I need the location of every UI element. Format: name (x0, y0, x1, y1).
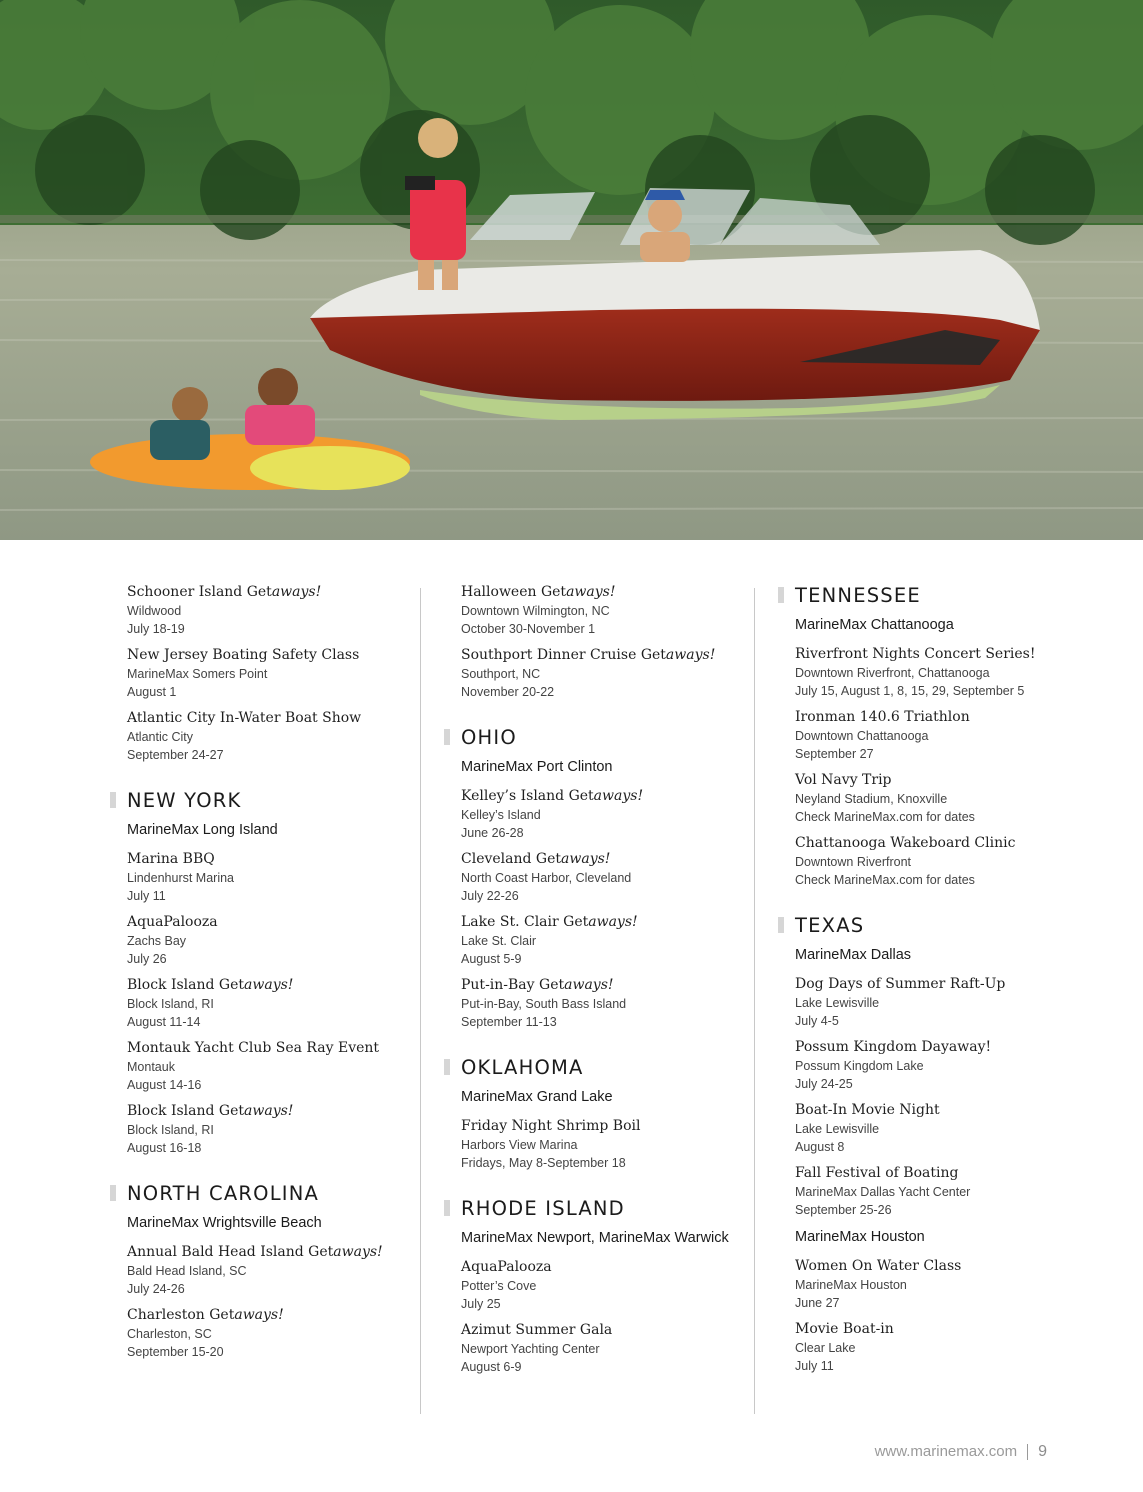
event-date: Check MarineMax.com for dates (795, 873, 975, 887)
event-date: July 24-26 (127, 1282, 185, 1296)
events-column-2 (444, 583, 744, 1384)
store-name: MarineMax Long Island (127, 822, 278, 838)
event-date: September 24-27 (127, 748, 224, 762)
state-heading: NEW YORK (110, 788, 410, 814)
event-date: September 15-20 (127, 1345, 224, 1359)
event-location: Bald Head Island, SC (127, 1264, 247, 1278)
event-location: Charleston, SC (127, 1327, 212, 1341)
event-date: July 26 (127, 952, 167, 966)
event-item (110, 709, 410, 764)
event-date: July 22-26 (461, 889, 519, 903)
event-title: Chattanooga Wakeboard Clinic (795, 835, 1016, 851)
event-location: Downtown Chattanooga (795, 729, 929, 743)
event-item (110, 1243, 410, 1298)
event-item (778, 834, 1098, 889)
state-heading: OKLAHOMA (444, 1055, 744, 1081)
event-date: August 6-9 (461, 1360, 522, 1374)
state-heading: TENNESSEE (778, 583, 1098, 609)
section-new-jersey-continued (110, 583, 410, 764)
event-item (444, 1321, 744, 1376)
event-title: Boat-In Movie Night (795, 1102, 940, 1118)
event-item (778, 975, 1098, 1030)
event-date: July 24-25 (795, 1077, 853, 1091)
event-item (778, 708, 1098, 763)
event-date: September 27 (795, 747, 874, 761)
event-title: Vol Navy Trip (795, 772, 892, 788)
website-link[interactable]: www.marinemax.com (874, 1443, 1018, 1460)
event-date: June 27 (795, 1296, 840, 1310)
event-date: Check MarineMax.com for dates (795, 810, 975, 824)
section-tennessee (778, 583, 1098, 889)
event-date: August 5-9 (461, 952, 522, 966)
event-location: Atlantic City (127, 730, 193, 744)
event-title: Kelley’s Island Getaways! (461, 788, 644, 804)
event-date: August 8 (795, 1140, 845, 1154)
event-item (444, 913, 744, 968)
store-name: MarineMax Chattanooga (795, 617, 954, 633)
event-item (778, 1038, 1098, 1093)
event-location: Newport Yachting Center (461, 1342, 600, 1356)
event-item (444, 787, 744, 842)
hero-photo (0, 0, 1143, 540)
event-location: Southport, NC (461, 667, 541, 681)
event-title: Block Island Getaways! (127, 1103, 294, 1119)
event-item (444, 583, 744, 638)
event-title: Possum Kingdom Dayaway! (795, 1039, 992, 1055)
column-divider (420, 588, 421, 1414)
section-texas (778, 913, 1098, 1375)
event-date: July 18-19 (127, 622, 185, 636)
event-item (778, 1257, 1098, 1312)
event-item (110, 646, 410, 701)
event-date: Fridays, May 8-September 18 (461, 1156, 626, 1170)
event-title: Southport Dinner Cruise Getaways! (461, 647, 716, 663)
section-ohio (444, 725, 744, 1031)
event-title: Schooner Island Getaways! (127, 584, 322, 600)
section-north-carolina (110, 1181, 410, 1361)
event-title: Annual Bald Head Island Getaways! (127, 1244, 383, 1260)
event-item (444, 850, 744, 905)
event-location: Downtown Riverfront, Chattanooga (795, 666, 990, 680)
event-location: Lindenhurst Marina (127, 871, 235, 885)
event-title: Movie Boat-in (795, 1321, 894, 1337)
store-name: MarineMax Grand Lake (461, 1089, 613, 1105)
footer-separator (1027, 1444, 1028, 1460)
event-title: Marina BBQ (127, 851, 215, 867)
event-date: August 16-18 (127, 1141, 202, 1155)
event-item (110, 976, 410, 1031)
event-title: Cleveland Getaways! (461, 851, 611, 867)
event-title: Put-in-Bay Getaways! (461, 977, 614, 993)
store-name: MarineMax Dallas (795, 947, 912, 963)
event-title: New Jersey Boating Safety Class (127, 647, 360, 663)
section-new-york (110, 788, 410, 1157)
event-date: September 25-26 (795, 1203, 892, 1217)
event-location: North Coast Harbor, Cleveland (461, 871, 632, 885)
event-title: Fall Festival of Boating (795, 1165, 959, 1181)
event-item (110, 1102, 410, 1157)
event-date: July 11 (127, 889, 166, 903)
event-date: July 15, August 1, 8, 15, 29, September 5 (795, 684, 1025, 698)
heading-bar (110, 792, 116, 808)
section-rhode-island (444, 1196, 744, 1376)
event-date: July 4-5 (795, 1014, 839, 1028)
heading-bar (444, 1200, 450, 1216)
event-date: August 14-16 (127, 1078, 202, 1092)
event-item (778, 1101, 1098, 1156)
state-heading: NORTH CAROLINA (110, 1181, 410, 1207)
page-number: 9 (1038, 1443, 1047, 1460)
event-location: Downtown Riverfront (795, 855, 912, 869)
store-name: MarineMax Wrightsville Beach (127, 1215, 322, 1231)
event-location: MarineMax Dallas Yacht Center (795, 1185, 971, 1199)
event-location: Lake Lewisville (795, 1122, 880, 1136)
event-location: Neyland Stadium, Knoxville (795, 792, 948, 806)
event-location: Lake Lewisville (795, 996, 880, 1010)
event-location: Zachs Bay (127, 934, 187, 948)
heading-bar (444, 1059, 450, 1075)
event-title: Halloween Getaways! (461, 584, 616, 600)
event-item (444, 646, 744, 701)
event-location: Downtown Wilmington, NC (461, 604, 610, 618)
event-item (778, 645, 1098, 700)
event-date: August 1 (127, 685, 177, 699)
event-location: MarineMax Houston (795, 1278, 907, 1292)
store-name: MarineMax Houston (795, 1229, 925, 1245)
store-name: MarineMax Newport, MarineMax Warwick (461, 1230, 729, 1246)
event-title: Women On Water Class (795, 1258, 962, 1274)
event-location: Block Island, RI (127, 1123, 214, 1137)
event-item (778, 1164, 1098, 1219)
page-footer (875, 1441, 1047, 1463)
event-item (110, 1039, 410, 1094)
heading-bar (110, 1185, 116, 1201)
event-title: Riverfront Nights Concert Series! (795, 646, 1036, 662)
event-title: Atlantic City In-Water Boat Show (127, 710, 362, 726)
event-location: Block Island, RI (127, 997, 214, 1011)
event-location: Kelley’s Island (461, 808, 541, 822)
section-north-carolina-continued (444, 583, 744, 701)
event-item (444, 1258, 744, 1313)
state-heading: RHODE ISLAND (444, 1196, 744, 1222)
event-title: Montauk Yacht Club Sea Ray Event (127, 1040, 380, 1056)
event-date: July 11 (795, 1359, 834, 1373)
events-column-1 (110, 583, 410, 1369)
event-item (110, 1306, 410, 1361)
event-item (778, 1320, 1098, 1375)
state-heading: OHIO (444, 725, 744, 751)
event-title: AquaPalooza (461, 1259, 552, 1275)
event-title: AquaPalooza (127, 914, 218, 930)
section-oklahoma (444, 1055, 744, 1172)
event-location: Montauk (127, 1060, 175, 1074)
event-item (110, 913, 410, 968)
event-title: Lake St. Clair Getaways! (461, 914, 638, 930)
event-date: July 25 (461, 1297, 501, 1311)
event-date: October 30-November 1 (461, 622, 596, 636)
event-item (110, 850, 410, 905)
heading-bar (778, 917, 784, 933)
heading-bar (444, 729, 450, 745)
column-divider (754, 588, 755, 1414)
event-location: Put-in-Bay, South Bass Island (461, 997, 627, 1011)
event-title: Friday Night Shrimp Boil (461, 1118, 641, 1134)
event-date: June 26-28 (461, 826, 524, 840)
event-item (444, 1117, 744, 1172)
event-location: MarineMax Somers Point (127, 667, 268, 681)
event-item (778, 771, 1098, 826)
event-item (444, 976, 744, 1031)
event-date: September 11-13 (461, 1015, 557, 1029)
event-date: August 11-14 (127, 1015, 201, 1029)
event-location: Lake St. Clair (461, 934, 537, 948)
event-location: Wildwood (127, 604, 182, 618)
event-date: November 20-22 (461, 685, 555, 699)
events-column-3 (778, 583, 1098, 1383)
event-location: Potter’s Cove (461, 1279, 537, 1293)
heading-bar (778, 587, 784, 603)
event-title: Charleston Getaways! (127, 1307, 284, 1323)
state-heading: TEXAS (778, 913, 1098, 939)
event-title: Azimut Summer Gala (461, 1322, 613, 1338)
event-title: Dog Days of Summer Raft-Up (795, 976, 1006, 992)
event-location: Clear Lake (795, 1341, 856, 1355)
event-location: Possum Kingdom Lake (795, 1059, 924, 1073)
store-name: MarineMax Port Clinton (461, 759, 613, 775)
event-title: Block Island Getaways! (127, 977, 294, 993)
event-item (110, 583, 410, 638)
event-title: Ironman 140.6 Triathlon (795, 709, 970, 725)
event-location: Harbors View Marina (461, 1138, 578, 1152)
